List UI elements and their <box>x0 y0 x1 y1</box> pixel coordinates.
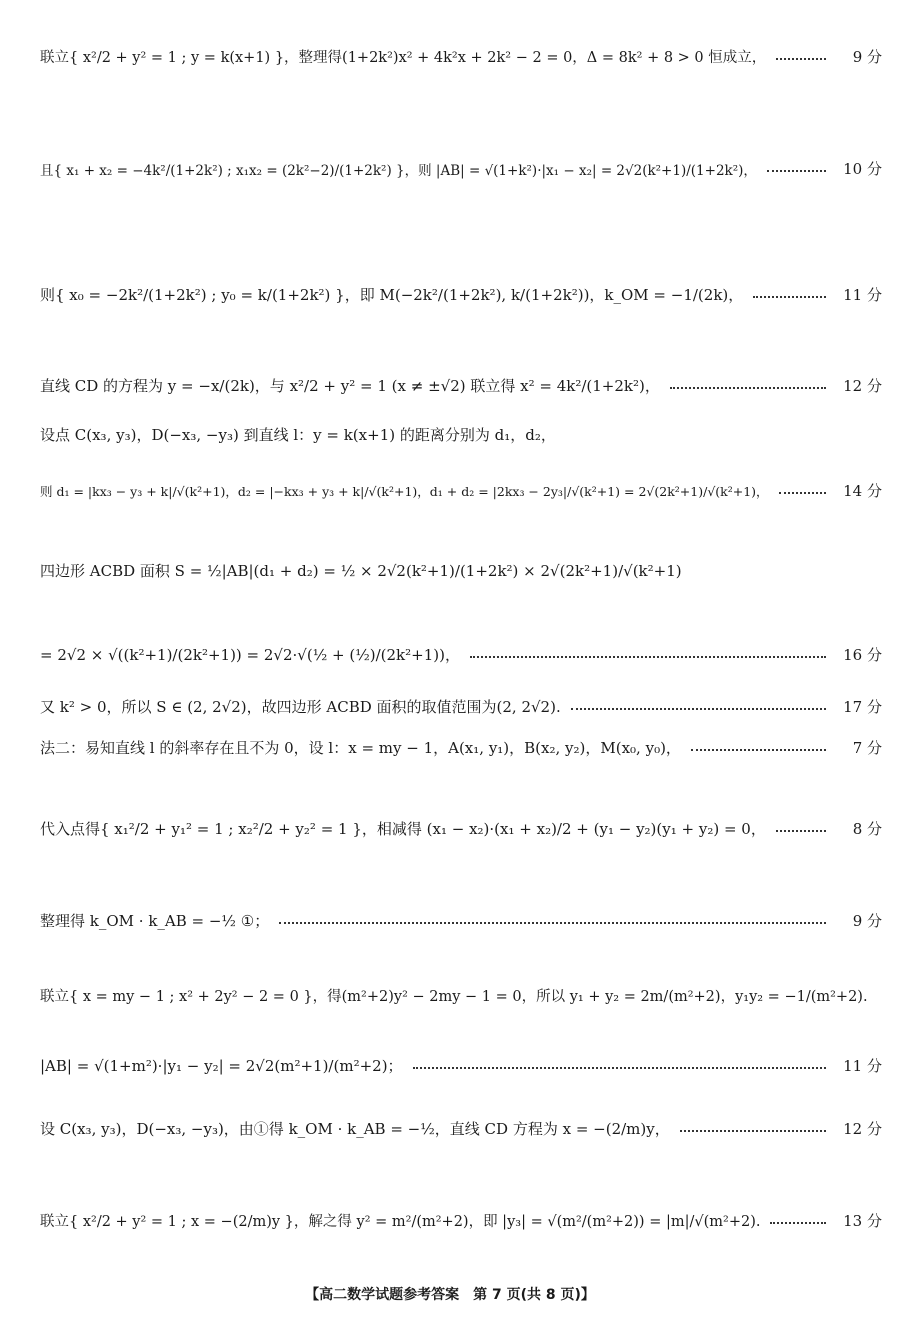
line-text: 又 k² > 0，所以 S ∈ (2, 2√2)，故四边形 ACBD 面积的取值范围为(2, 2√2). <box>40 698 561 716</box>
dot-leader <box>670 387 826 389</box>
solution-line <box>40 644 882 665</box>
line-text: = 2√2 × √((k²+1)/(2k²+1)) = 2√2·√(½ + (½)/(2k²+1))， <box>40 646 460 664</box>
score-label: 8 分 <box>852 820 882 838</box>
solution-line <box>40 560 882 581</box>
score-label: 9 分 <box>852 912 882 930</box>
dot-leader <box>767 170 826 172</box>
dot-leader <box>753 296 826 298</box>
solution-line <box>40 818 882 839</box>
solution-line <box>40 985 882 1006</box>
score-label: 11 分 <box>843 1057 882 1075</box>
solution-line <box>40 1055 882 1076</box>
solution-line <box>40 696 882 717</box>
dot-leader <box>279 922 826 924</box>
line-text: 设 C(x₃, y₃)，D(−x₃, −y₃)，由①得 k_OM · k_AB = −½，直线 CD 方程为 x = −(2/m)y， <box>40 1120 670 1138</box>
score-label: 7 分 <box>852 739 882 757</box>
score-label: 11 分 <box>843 286 882 304</box>
page-footer: 【高二数学试题参考答案 第 7 页(共 8 页)】 <box>305 1287 595 1303</box>
score-label: 12 分 <box>843 377 882 395</box>
dot-leader <box>571 708 826 710</box>
dot-leader <box>691 749 826 751</box>
dot-leader <box>470 656 826 658</box>
solution-line <box>40 480 882 501</box>
dot-leader <box>770 1222 826 1224</box>
solution-line <box>40 1118 882 1139</box>
line-text: 代入点得{ x₁²/2 + y₁² = 1 ; x₂²/2 + y₂² = 1 }，相减得 (x₁ − x₂)·(x₁ + x₂)/2 + (y₁ − y₂)(y₁ + y₂) = 0， <box>40 820 766 838</box>
dot-leader <box>680 1130 826 1132</box>
line-text: 直线 CD 的方程为 y = −x/(2k)，与 x²/2 + y² = 1 (x ≠ ±√2) 联立得 x² = 4k²/(1+2k²)， <box>40 377 660 395</box>
solution-line <box>40 375 882 396</box>
line-text: 整理得 k_OM · k_AB = −½ ①； <box>40 912 270 930</box>
line-text: 则 d₁ = |kx₃ − y₃ + k|/√(k²+1)，d₂ = |−kx₃ + y₃ + k|/√(k²+1)，d₁ + d₂ = |2kx₃ − 2y₃|/√(k²+1) = 2√(2k²+1)/√(k²+1)， <box>40 483 769 499</box>
line-text: 联立{ x = my − 1 ; x² + 2y² − 2 = 0 }，得(m²+2)y² − 2my − 1 = 0，所以 y₁ + y₂ = 2m/(m²+2)，y₁y₂ = −1/(m²+2). <box>40 989 868 1005</box>
line-text: 法二：易知直线 l 的斜率存在且不为 0，设 l：x = my − 1，A(x₁, y₁)，B(x₂, y₂)，M(x₀, y₀)， <box>40 739 681 757</box>
score-label: 9 分 <box>852 48 882 66</box>
dot-leader <box>776 830 826 832</box>
solution-line <box>40 737 882 758</box>
dot-leader <box>779 492 826 494</box>
line-text: 联立{ x²/2 + y² = 1 ; x = −(2/m)y }，解之得 y² = m²/(m²+2)，即 |y₃| = √(m²/(m²+2)) = |m|/√(m²+2). <box>40 1214 761 1230</box>
score-label: 17 分 <box>843 698 882 716</box>
line-text: 联立{ x²/2 + y² = 1 ; y = k(x+1) }，整理得(1+2k²)x² + 4k²x + 2k² − 2 = 0，Δ = 8k² + 8 > 0 恒成立， <box>40 50 767 66</box>
dot-leader <box>413 1067 826 1069</box>
solution-line <box>40 46 882 67</box>
line-text: 且{ x₁ + x₂ = −4k²/(1+2k²) ; x₁x₂ = (2k²−2)/(1+2k²) }，则 |AB| = √(1+k²)·|x₁ − x₂| = 2√2(k²+1)/(1+2k²)， <box>40 162 757 179</box>
score-label: 12 分 <box>843 1120 882 1138</box>
line-text: 则{ x₀ = −2k²/(1+2k²) ; y₀ = k/(1+2k²) }，即 M(−2k²/(1+2k²), k/(1+2k²))，k_OM = −1/(2k)， <box>40 286 744 304</box>
score-label: 16 分 <box>843 646 882 664</box>
score-label: 13 分 <box>843 1212 882 1230</box>
solution-line <box>40 1210 882 1231</box>
line-text: 四边形 ACBD 面积 S = ½|AB|(d₁ + d₂) = ½ × 2√2(k²+1)/(1+2k²) × 2√(2k²+1)/√(k²+1) <box>40 562 682 580</box>
solution-line <box>40 424 882 445</box>
score-label: 10 分 <box>843 160 882 178</box>
line-text: |AB| = √(1+m²)·|y₁ − y₂| = 2√2(m²+1)/(m²+2)； <box>40 1057 403 1075</box>
solution-line <box>40 910 882 931</box>
score-label: 14 分 <box>843 482 882 500</box>
dot-leader <box>776 58 826 60</box>
solution-line <box>40 158 882 179</box>
solution-line <box>40 284 882 305</box>
line-text: 设点 C(x₃, y₃)，D(−x₃, −y₃) 到直线 l：y = k(x+1) 的距离分别为 d₁，d₂， <box>40 426 556 444</box>
